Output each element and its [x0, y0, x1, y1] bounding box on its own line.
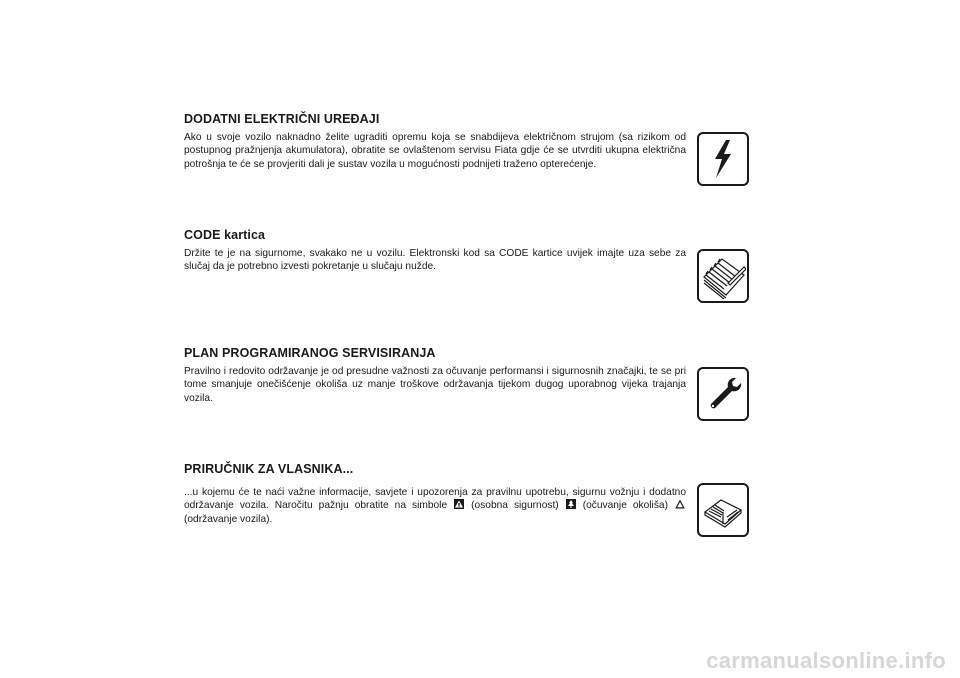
- section-heading: CODE kartica: [184, 228, 266, 242]
- watermark: carmanualsonline.info: [706, 648, 946, 673]
- section-electrical: [184, 112, 686, 171]
- lightning-bolt-icon: [697, 132, 749, 186]
- section-heading: PLAN PROGRAMIRANOG SERVISIRANJA: [184, 346, 436, 360]
- person-safety-icon: [454, 499, 464, 509]
- environment-icon: [566, 499, 576, 509]
- section-code-card: [184, 228, 686, 274]
- section-owner-manual: [184, 462, 686, 526]
- section-service-plan: [184, 346, 686, 405]
- section-body: Ako u svoje vozilo naknadno želite ugraditi opremu koja se snabdijeva električnom strujom (sa rizikom od postupnog pražnjenja akumulatora), obratite se ovlaštenom servisu Fiata gdje će se utvrditi ukupna električna potrošnja te će se provjeriti dali je sustav vozila u mogućnosti podnijeti traženo opterećenje.: [184, 132, 686, 170]
- body-text-part: (održavanje vozila).: [184, 513, 273, 525]
- section-heading: PRIRUČNIK ZA VLASNIKA...: [184, 462, 354, 476]
- wrench-icon: [697, 367, 749, 421]
- body-text-part: (osobna sigurnost): [465, 500, 565, 512]
- section-body: [184, 486, 686, 526]
- notebook-pen-icon: [697, 249, 749, 303]
- body-text-part: (očuvanje okoliša): [576, 500, 674, 512]
- section-body: Držite te je na sigurnome, svakako ne u vozilu. Elektronski kod sa CODE kartice uvijek imajte uza sebe za slučaj da je potrebno izvesti pokretanje u slučaju nužde.: [184, 248, 686, 273]
- body-text-part: ...u kojemu će te naći važne informacije, savjete i upozorenja za pravilnu upotrebu, sigurnu vožnju i dodatno održavanje vozila. Naročitu pažnju obratite na simbole: [184, 487, 686, 512]
- open-book-icon: [697, 483, 749, 537]
- section-heading: DODATNI ELEKTRIČNI UREĐAJI: [184, 112, 380, 126]
- warning-triangle-icon: [675, 499, 685, 509]
- section-body: Pravilno i redovito održavanje je od presudne važnosti za očuvanje performansi i sigurnosnih značajki, te se pri tome smanjuje onečišćenje okoliša uz manje troškove održavanja tijekom dugog uporabnog vijeka trajanja vozila.: [184, 366, 686, 404]
